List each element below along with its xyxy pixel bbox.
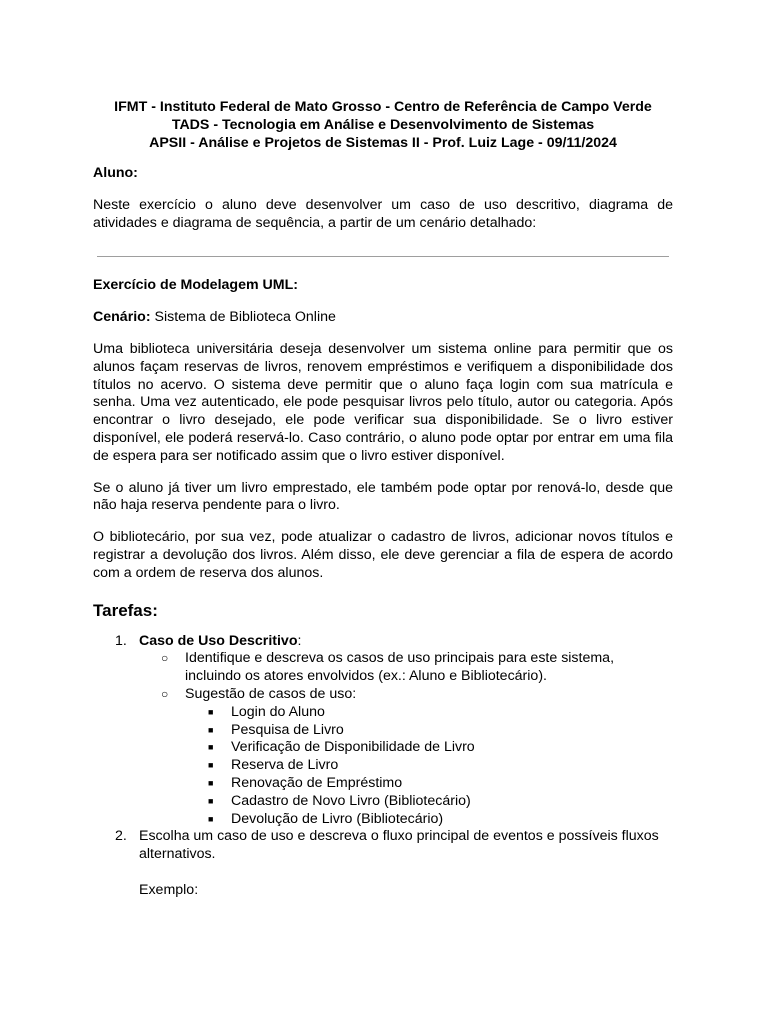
use-case-item — [185, 757, 673, 775]
square-bullet-icon: ■ — [208, 795, 214, 806]
task-item-1 — [93, 633, 673, 829]
scenario-label: Cenário: — [93, 309, 151, 326]
use-case-text: Login do Aluno — [231, 703, 325, 720]
bullet-text: Sugestão de casos de uso: — [185, 685, 357, 702]
scenario-text: Sistema de Biblioteca Online — [150, 309, 336, 326]
scenario-paragraph-1: Uma biblioteca universitária deseja desenvolver um sistema online para permitir que os alunos façam reservas de livros, renovem empréstimos e verifiquem a disponibilidade dos títulos no acervo. O sistema deve permitir que o aluno faça login com sua matrícula e senha. Uma vez autenticado, ele pode pesquisar livros pelo título, autor ou categoria. Após encontrar o livro desejado, ele pode verificar sua disponibilidade. Se o livro estiver disponível, ele poderá reservá-lo. Caso contrário, o aluno pode optar por entrar em uma fila de espera para ser notificado assim que o livro estiver disponível. — [93, 340, 673, 464]
use-case-text: Reserva de Livro — [231, 757, 339, 774]
use-case-item — [185, 722, 673, 740]
document-header — [93, 98, 673, 152]
use-case-item — [185, 793, 673, 811]
task-item-2 — [93, 828, 673, 899]
circle-bullet-icon: ○ — [161, 686, 169, 701]
use-case-item — [185, 811, 673, 829]
scenario-paragraph-2: Se o aluno já tiver um livro emprestado, ele também pode optar por renová-lo, desde que não haja reserva pendente para o livro. — [93, 479, 673, 514]
task-text: Escolha um caso de uso e descreva o fluxo principal de eventos e possíveis fluxos alternativos. — [139, 828, 659, 863]
document-content — [93, 98, 673, 900]
task-1-bullets — [139, 650, 673, 828]
task-title: Caso de Uso Descritivo — [139, 632, 298, 649]
example-label: Exemplo: — [139, 881, 199, 898]
header-course: TADS - Tecnologia em Análise e Desenvolvimento de Sistemas — [171, 117, 595, 133]
header-subject: APSII - Análise e Projetos de Sistemas II - Prof. Luiz Lage - 09/11/2024 — [149, 135, 617, 151]
header-institution: IFMT - Instituto Federal de Mato Grosso - Centro de Referência de Campo Verde — [114, 99, 652, 115]
square-bullet-icon: ■ — [208, 706, 214, 717]
use-case-text: Verificação de Disponibilidade de Livro — [231, 739, 475, 756]
list-item — [139, 686, 673, 828]
scenario-line — [93, 309, 673, 327]
exercise-title: Exercício de Modelagem UML: — [93, 277, 298, 294]
use-case-item — [185, 775, 673, 793]
blank-line — [139, 864, 673, 882]
student-label: Aluno: — [93, 165, 138, 181]
square-bullet-icon: ■ — [208, 724, 214, 735]
task-number: 1. — [115, 632, 127, 649]
list-item — [139, 650, 673, 686]
use-case-item — [185, 739, 673, 757]
tasks-heading: Tarefas: — [93, 600, 158, 620]
use-case-text: Cadastro de Novo Livro (Bibliotecário) — [231, 792, 471, 809]
square-bullet-icon: ■ — [208, 777, 214, 788]
horizontal-divider — [97, 256, 669, 257]
task-number: 2. — [115, 828, 127, 845]
square-bullet-icon: ■ — [208, 813, 214, 824]
intro-paragraph: Neste exercício o aluno deve desenvolver um caso de uso descritivo, diagrama de atividades e diagrama de sequência, a partir de um cenário detalhado: — [93, 196, 673, 231]
use-case-text: Pesquisa de Livro — [231, 721, 344, 738]
use-case-text: Renovação de Empréstimo — [231, 774, 403, 791]
task-title-suffix: : — [297, 632, 302, 649]
use-case-list — [185, 704, 673, 829]
circle-bullet-icon: ○ — [161, 651, 169, 666]
use-case-text: Devolução de Livro (Bibliotecário) — [231, 810, 444, 827]
use-case-item — [185, 704, 673, 722]
square-bullet-icon: ■ — [208, 760, 214, 771]
square-bullet-icon: ■ — [208, 742, 214, 753]
tasks-list — [93, 633, 673, 900]
bullet-text: Identifique e descreva os casos de uso principais para este sistema, incluindo os atores envolvidos (ex.: Aluno e Bibliotecário). — [185, 650, 615, 685]
scenario-paragraph-3: O bibliotecário, por sua vez, pode atualizar o cadastro de livros, adicionar novos títulos e registrar a devolução dos livros. Além disso, ele deve gerenciar a fila de espera de acordo com a ordem de reserva dos alunos. — [93, 529, 673, 581]
